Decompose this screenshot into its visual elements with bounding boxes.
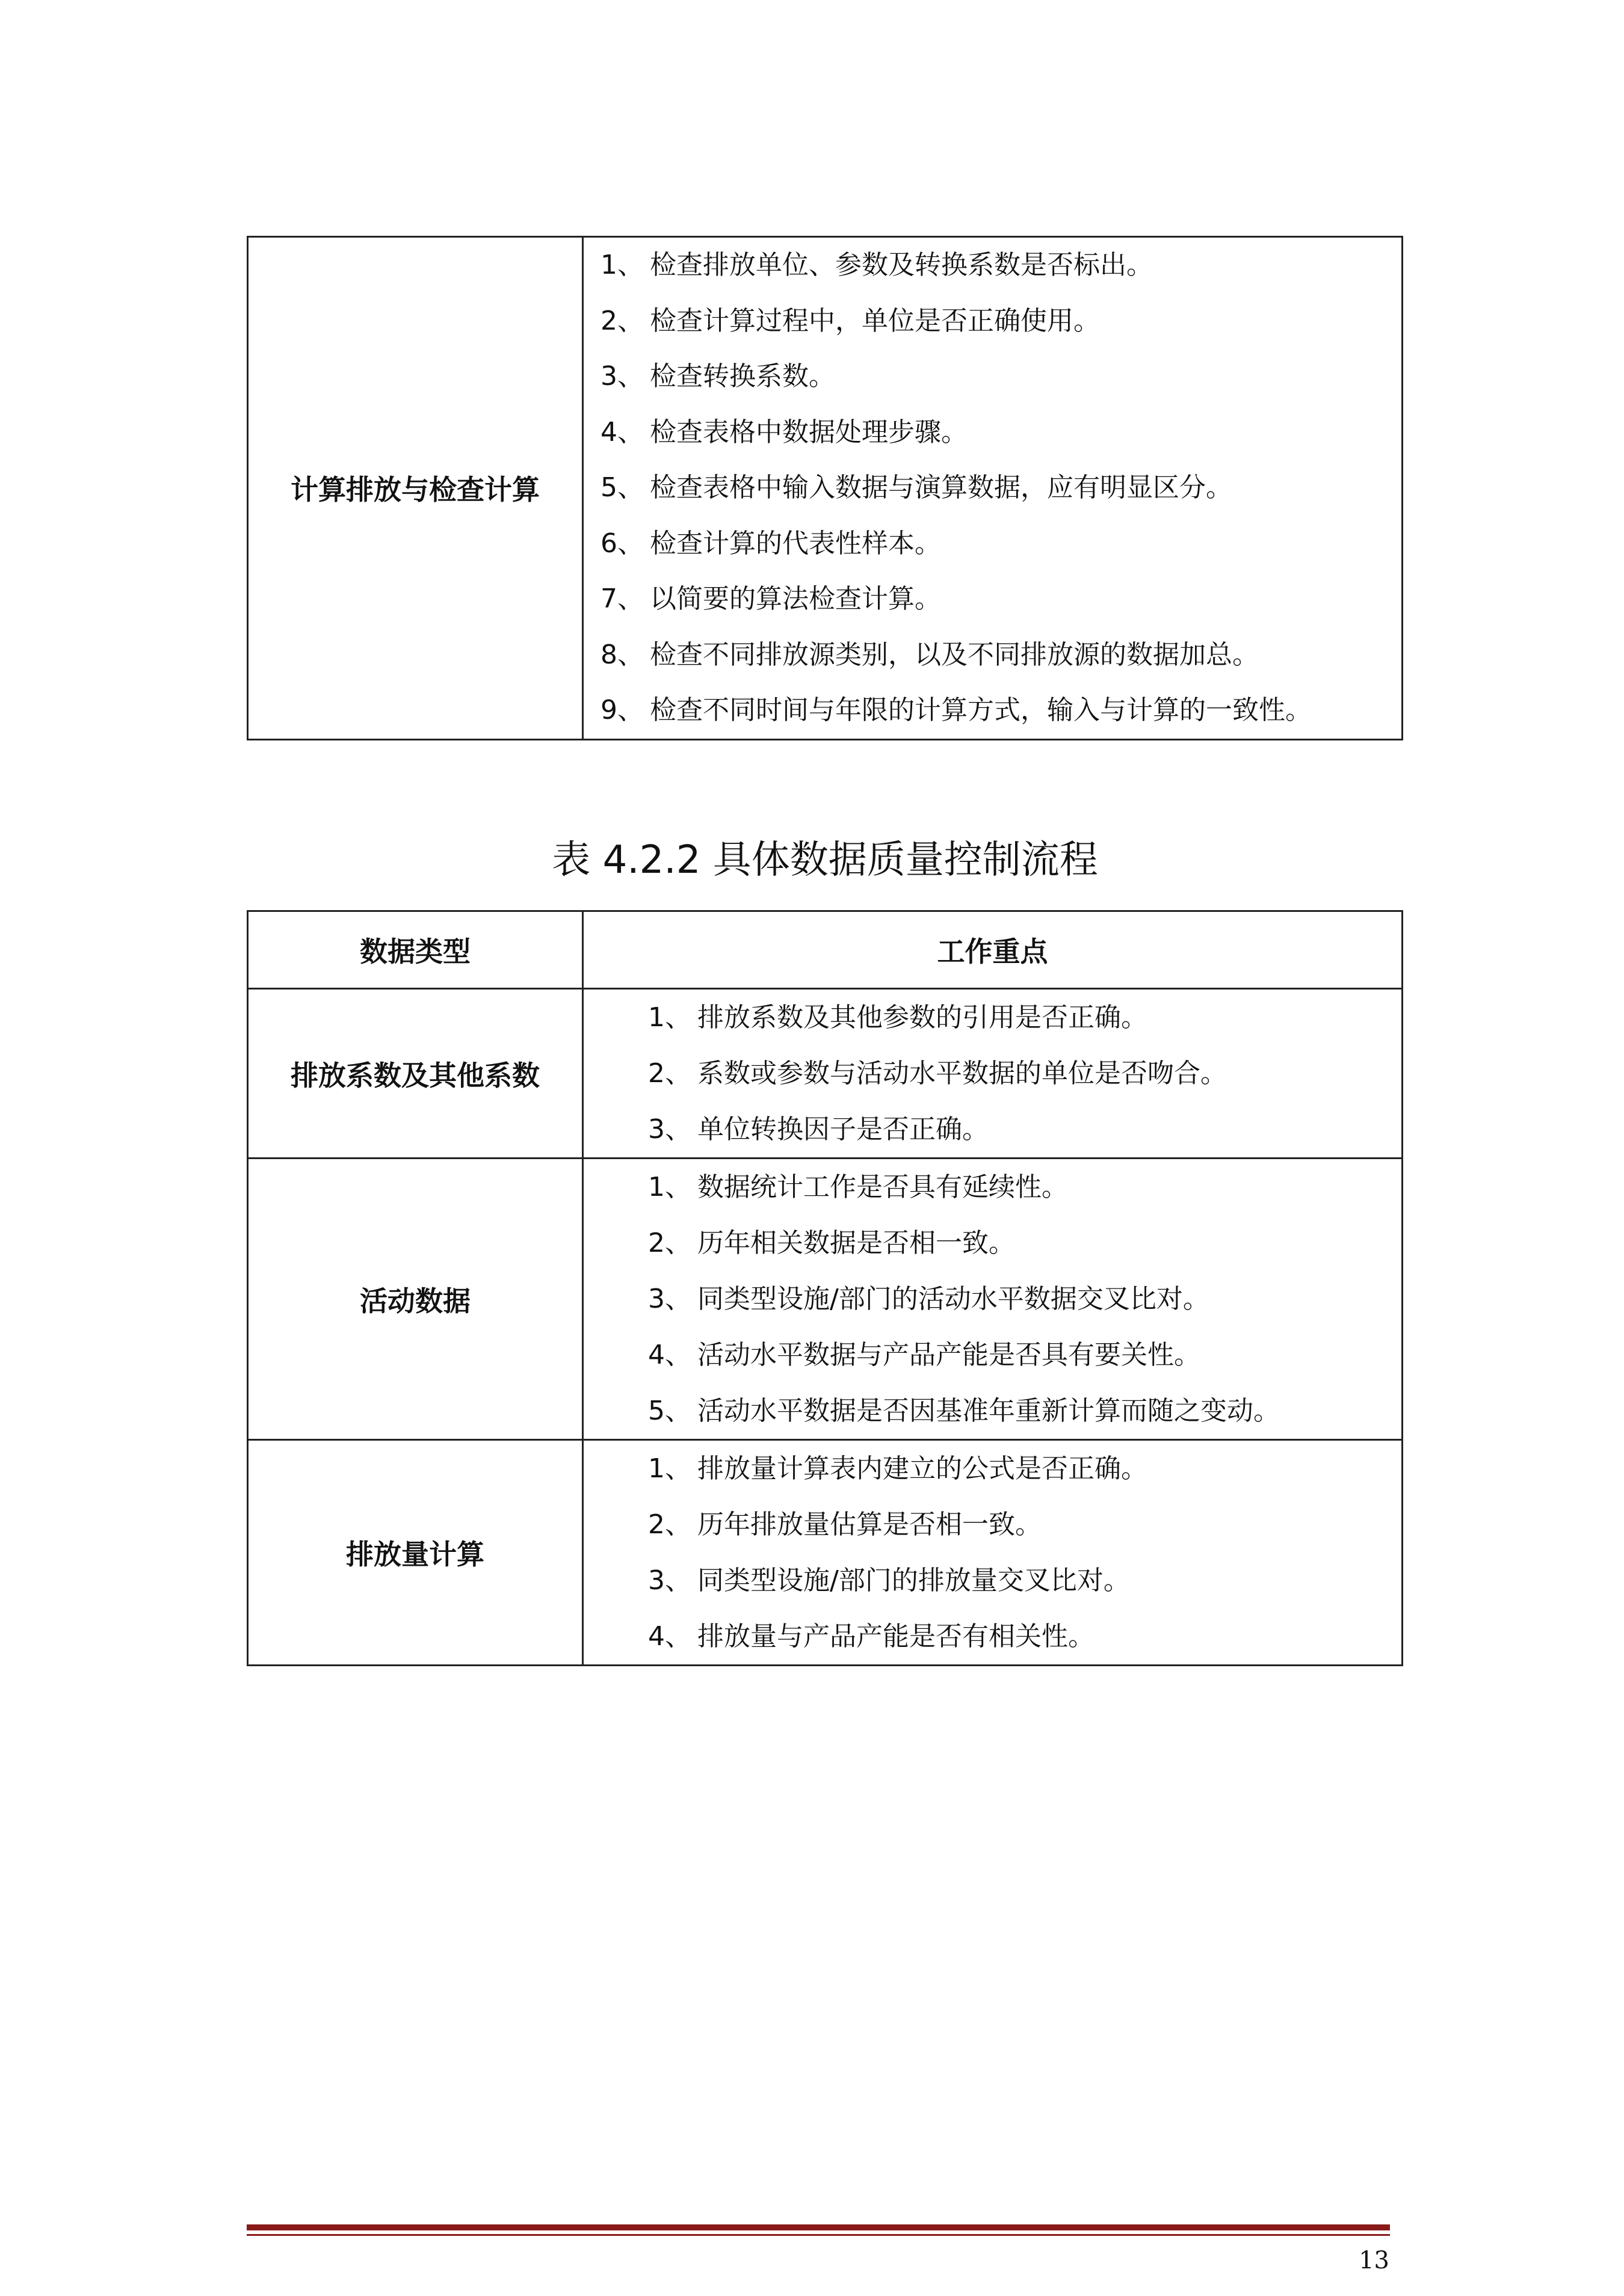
item-number: 8、 — [601, 639, 644, 670]
item-text: 排放系数及其他参数的引用是否正确。 — [697, 1002, 1147, 1033]
table-row — [248, 237, 1403, 740]
item-number: 3、 — [648, 1284, 691, 1314]
item-text: 检查表格中输入数据与演算数据，应有明显区分。 — [650, 472, 1232, 503]
list-item — [584, 989, 1401, 1045]
items-cell — [583, 989, 1403, 1159]
list-item — [584, 405, 1401, 461]
item-number: 1、 — [648, 1453, 691, 1484]
item-number: 5、 — [648, 1396, 691, 1426]
item-text: 同类型设施/部门的活动水平数据交叉比对。 — [697, 1284, 1209, 1314]
item-text: 检查表格中数据处理步骤。 — [650, 416, 968, 448]
list-item — [584, 460, 1401, 516]
list-item — [584, 1215, 1401, 1271]
item-text: 单位转换因子是否正确。 — [697, 1114, 989, 1145]
item-number: 7、 — [601, 583, 644, 614]
item-number: 2、 — [648, 1228, 691, 1258]
qc-checklist-table-continued — [247, 236, 1403, 740]
item-text: 系数或参数与活动水平数据的单位是否吻合。 — [697, 1058, 1227, 1089]
page-number: 13 — [1359, 2247, 1389, 2274]
table-row — [248, 1440, 1403, 1666]
items-cell — [583, 1159, 1403, 1440]
item-text: 同类型设施/部门的排放量交叉比对。 — [697, 1565, 1130, 1596]
list-item — [584, 1045, 1401, 1101]
item-text: 排放量与产品产能是否有相关性。 — [697, 1621, 1095, 1652]
list-item — [584, 1553, 1401, 1608]
item-number: 1、 — [601, 250, 644, 280]
category-cell: 活动数据 — [248, 1159, 583, 1440]
list-item — [584, 1159, 1401, 1215]
header-data-type: 数据类型 — [248, 911, 583, 989]
list-item — [584, 1327, 1401, 1383]
item-text: 历年相关数据是否相一致。 — [697, 1228, 1015, 1258]
item-number: 5、 — [601, 472, 644, 503]
item-text: 历年排放量估算是否相一致。 — [697, 1509, 1042, 1540]
table-row — [248, 989, 1403, 1159]
header-work-focus: 工作重点 — [583, 911, 1403, 989]
category-cell: 排放系数及其他系数 — [248, 989, 583, 1159]
item-text: 检查不同排放源类别，以及不同排放源的数据加总。 — [650, 639, 1259, 670]
list-item — [584, 683, 1401, 739]
item-number: 4、 — [648, 1340, 691, 1370]
list-item — [584, 1608, 1401, 1664]
item-text: 检查转换系数。 — [650, 361, 835, 392]
list-item — [584, 1383, 1401, 1439]
item-text: 活动水平数据是否因基准年重新计算而随之变动。 — [697, 1396, 1280, 1426]
footer-rule-thick — [247, 2224, 1390, 2230]
item-text: 检查计算的代表性样本。 — [650, 528, 941, 559]
category-cell: 计算排放与检查计算 — [248, 237, 583, 740]
item-text: 数据统计工作是否具有延续性。 — [697, 1172, 1068, 1202]
list-item — [584, 571, 1401, 627]
table-header-row — [248, 911, 1403, 989]
item-number: 1、 — [648, 1002, 691, 1033]
list-item — [584, 516, 1401, 572]
item-number: 2、 — [601, 305, 644, 336]
list-item — [584, 349, 1401, 405]
item-number: 4、 — [601, 416, 644, 448]
item-text: 排放量计算表内建立的公式是否正确。 — [697, 1453, 1147, 1484]
list-item — [584, 1441, 1401, 1497]
data-quality-control-table — [247, 910, 1403, 1666]
table-caption: 表 4.2.2 具体数据质量控制流程 — [552, 838, 1098, 882]
footer-rule-thin — [247, 2234, 1390, 2236]
list-item — [584, 1271, 1401, 1327]
list-item — [584, 627, 1401, 683]
items-cell — [583, 237, 1403, 740]
item-number: 2、 — [648, 1509, 691, 1540]
table-row — [248, 1159, 1403, 1440]
item-number: 2、 — [648, 1058, 691, 1089]
item-text: 检查排放单位、参数及转换系数是否标出。 — [650, 250, 1153, 280]
item-number: 6、 — [601, 528, 644, 559]
items-cell — [583, 1440, 1403, 1666]
item-number: 9、 — [601, 695, 644, 725]
category-cell: 排放量计算 — [248, 1440, 583, 1666]
list-item — [584, 1497, 1401, 1553]
item-text: 检查不同时间与年限的计算方式，输入与计算的一致性。 — [650, 695, 1312, 725]
list-item — [584, 294, 1401, 349]
item-number: 1、 — [648, 1172, 691, 1202]
item-number: 3、 — [601, 361, 644, 392]
item-number: 3、 — [648, 1565, 691, 1596]
item-text: 检查计算过程中，单位是否正确使用。 — [650, 305, 1100, 336]
item-text: 以简要的算法检查计算。 — [650, 583, 941, 614]
item-number: 4、 — [648, 1621, 691, 1652]
list-item — [584, 238, 1401, 294]
item-text: 活动水平数据与产品产能是否具有要关性。 — [697, 1340, 1200, 1370]
item-number: 3、 — [648, 1114, 691, 1145]
list-item — [584, 1101, 1401, 1157]
